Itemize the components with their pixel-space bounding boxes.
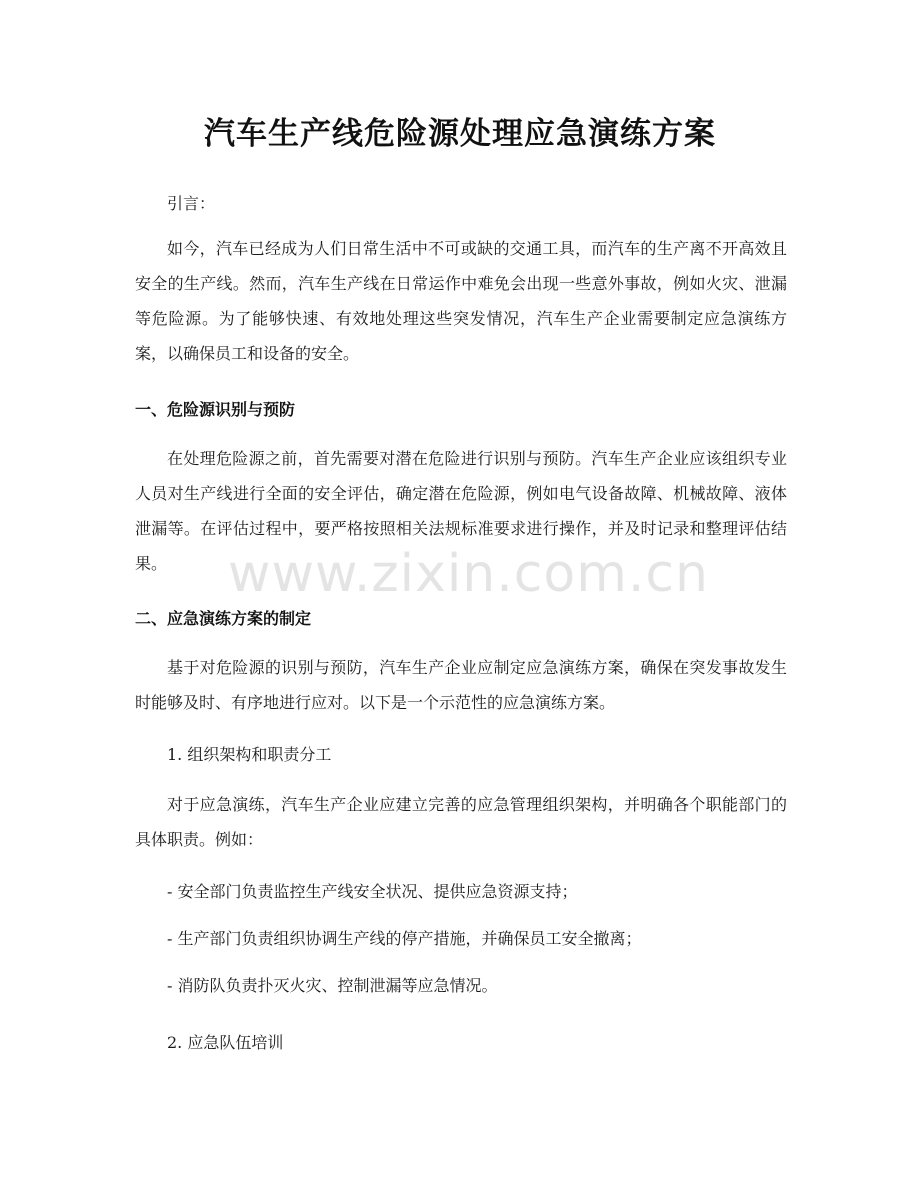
list-item: - 消防队负责扑灭火灾、控制泄漏等应急情况。 <box>167 976 498 995</box>
list-item: - 安全部门负责监控生产线安全状况、提供应急资源支持； <box>167 882 578 901</box>
section-1-paragraph: 在处理危险源之前，首先需要对潜在危险进行识别与预防。汽车生产企业应该组织专业人员对生产线进行全面的安全评估，确定潜在危险源，例如电气设备故障、机械故障、液体泄漏等。在评估过程中，要严格按照相关法规标准要求进行操作，并及时记录和整理评估结果。 <box>135 449 787 573</box>
section-2-heading: 二、应急演练方案的制定 <box>135 609 312 628</box>
section-2-paragraph: 基于对危险源的识别与预防，汽车生产企业应制定应急演练方案，确保在突发事故发生时能够及时、有序地进行应对。以下是一个示范性的应急演练方案。 <box>135 658 787 712</box>
subsection-2-title: 2. 应急队伍培训 <box>167 1033 284 1052</box>
intro-label: 引言： <box>167 194 216 213</box>
subsection-1-title: 1. 组织架构和职责分工 <box>167 745 332 764</box>
list-item: - 生产部门负责组织协调生产线的停产措施，并确保员工安全撤离； <box>167 929 642 948</box>
document-title: 汽车生产线危险源处理应急演练方案 <box>204 116 716 152</box>
subsection-1-paragraph: 对于应急演练，汽车生产企业应建立完善的应急管理组织架构，并明确各个职能部门的具体职责。例如： <box>135 795 787 849</box>
watermark: www.zixin.com.cn <box>228 544 709 604</box>
intro-paragraph: 如今，汽车已经成为人们日常生活中不可或缺的交通工具，而汽车的生产离不开高效且安全的生产线。然而，汽车生产线在日常运作中难免会出现一些意外事故，例如火灾、泄漏等危险源。为了能够快速、有效地处理这些突发情况，汽车生产企业需要制定应急演练方案，以确保员工和设备的安全。 <box>135 239 787 363</box>
section-1-heading: 一、危险源识别与预防 <box>135 400 296 419</box>
